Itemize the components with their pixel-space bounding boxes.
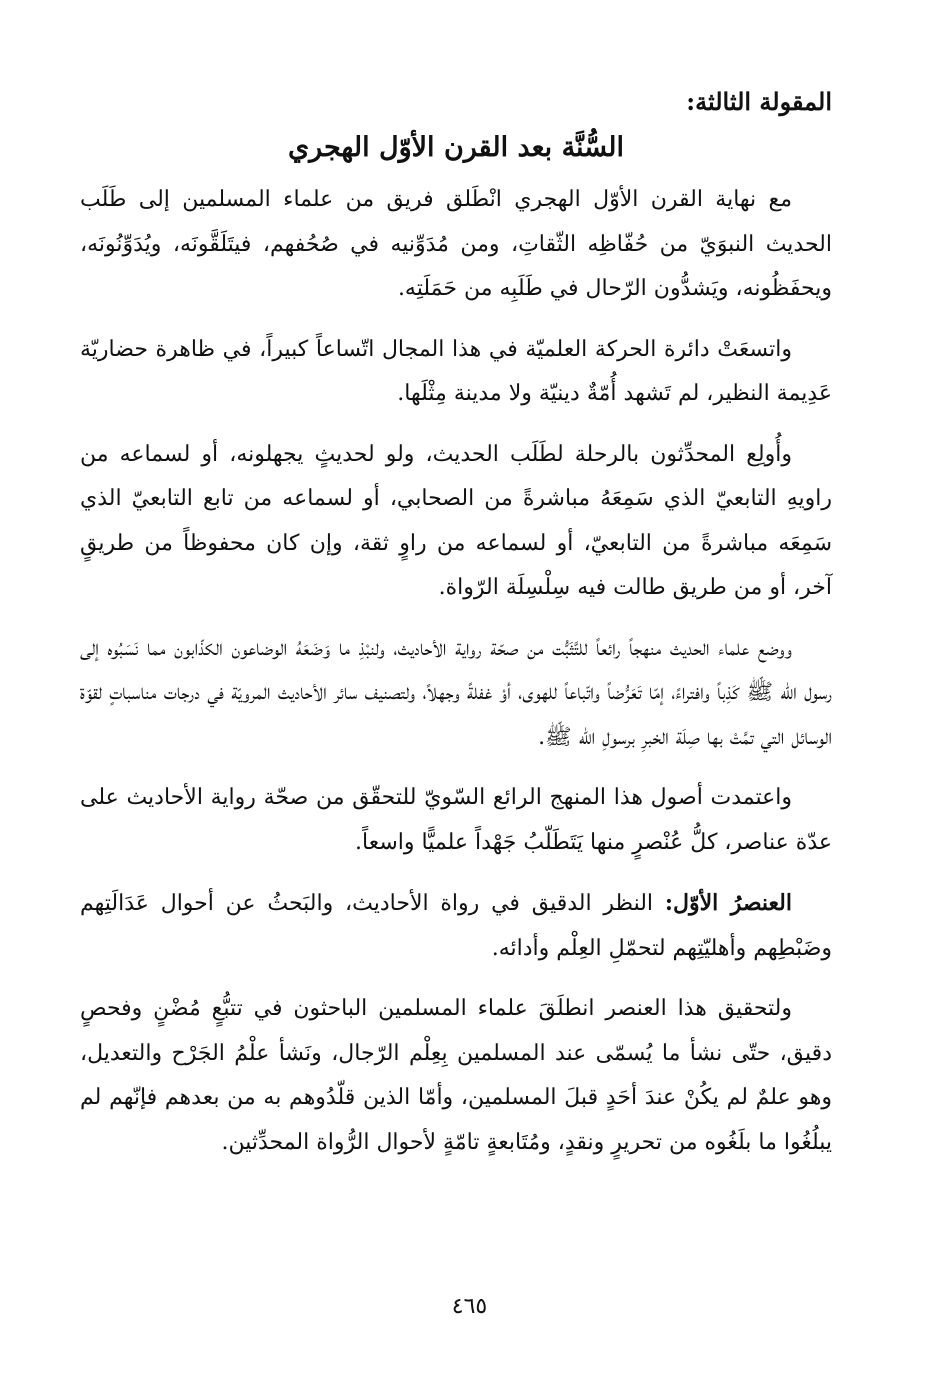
paragraph [80, 776, 832, 865]
paragraph [80, 178, 832, 312]
paragraph-text: النظر الدقيق في رواة الأحاديث، والبَحثُ عن أحوال عَدَالَتِهم وضَبْطِهم وأهليّتِهم لتحمّلِ العِلْم وأدائه. [80, 891, 832, 961]
paragraph [80, 328, 832, 417]
paragraph-text: واعتمدت أصول هذا المنهج الرائع السّويّ للتحقّق من صحّة رواية الأحاديث على عدّة عناصر، كلُّ عُنْصرٍ منها يَتَطَلّبُ جَهْداً علميًّا واسعاً. [80, 785, 832, 855]
paragraph-text: مع نهاية القرن الأوّل الهجري انْطَلق فريق من علماء المسلمين إلى طَلَب الحديث النبوَيّ من حُفّاظِه الثّقاتِ، ومن مُدَوِّنيه في صُحُفهم، فيتَلَقَّونَه، ويُدَوِّنُونَه، ويحفَظُونه، ويَشدُّون الرّحال في طَلَبِه من حَمَلَتِه. [80, 187, 832, 301]
paragraph [80, 881, 832, 971]
page-number: ٤٦٥ [451, 1294, 488, 1319]
paragraph-text: ولتحقيق هذا العنصر انطلَقَ علماء المسلمين الباحثون في تتبُّعٍ مُضْنٍ وفحصٍ دقيق، حتّى نشأ ما يُسمّى عند المسلمين بِعِلْم الرّجال، ونَشأ علْمُ الجَرْح والتعديل، وهو علمٌ لم يكُنْ عندَ أحَدٍ قبلَ المسلمين، وأمّا الذين قلّدُوهم به من بعدهم فإنّهم لم يبلُغُوا ما بلَغُوه من تحريرٍ ونقدٍ، ومُتَابعةٍ تامّةٍ لأحوال الرُّواة المحدِّثين. [80, 996, 832, 1155]
paragraph-text: وأُولِع المحدِّثون بالرحلة لطَلَب الحديث، ولو لحديثٍ يجهلونه، أو لسماعه من راويهِ التابعيّ الذي سَمِعَهُ مباشرةً من الصحابي، أو لسماعه من تابع التابعيّ الذي سَمِعَه مباشرةً من التابعيّ، أو لسماعه من راوٍ ثقة، وإن كان محفوظاً من طريقٍ آخر، أو من طريق طالت فيه سِلْسِلَة الرّواة. [80, 441, 832, 600]
paragraph-text: ووضع علماء الحديث منهجاً رائعاً للتَّثَبُّت من صحّة رواية الأحاديث، ولنبْذِ ما وَضَعَهُ الوضاعون الكذّابون مما نَسَبُوه إلى رسول الله ﷺ كَذِباً وافتراءً، إمّا تَعَرُّضاً واتّباعاً للهوى، أوْ غفلةً وجهلاً، ولتصنيف سائر الأحاديث المرويّة في درجات مناسباتٍ لقوّة الوسائل التي تمَّتْ بها صِلَة الخبرِ برسولِ الله ﷺ. [80, 635, 832, 750]
paragraph [80, 433, 832, 611]
chapter-title: السُّنَّة بعد القرن الأوّل الهجري [287, 132, 625, 163]
page-body [80, 82, 832, 1292]
paragraph [80, 987, 832, 1165]
paragraph-text: واتسعَتْ دائرة الحركة العلميّة في هذا المجال اتّساعاً كبيراً، في ظاهرة حضاريّة عَدِيمة النظير، لم تَشهد أُمّةٌ دينيّة ولا مدينة مِثْلَها. [80, 336, 832, 406]
paragraph [80, 627, 832, 761]
paragraph-lead: العنصرُ الأوّل: [664, 890, 792, 916]
section-label: المقولة الثالثة: [686, 87, 832, 116]
